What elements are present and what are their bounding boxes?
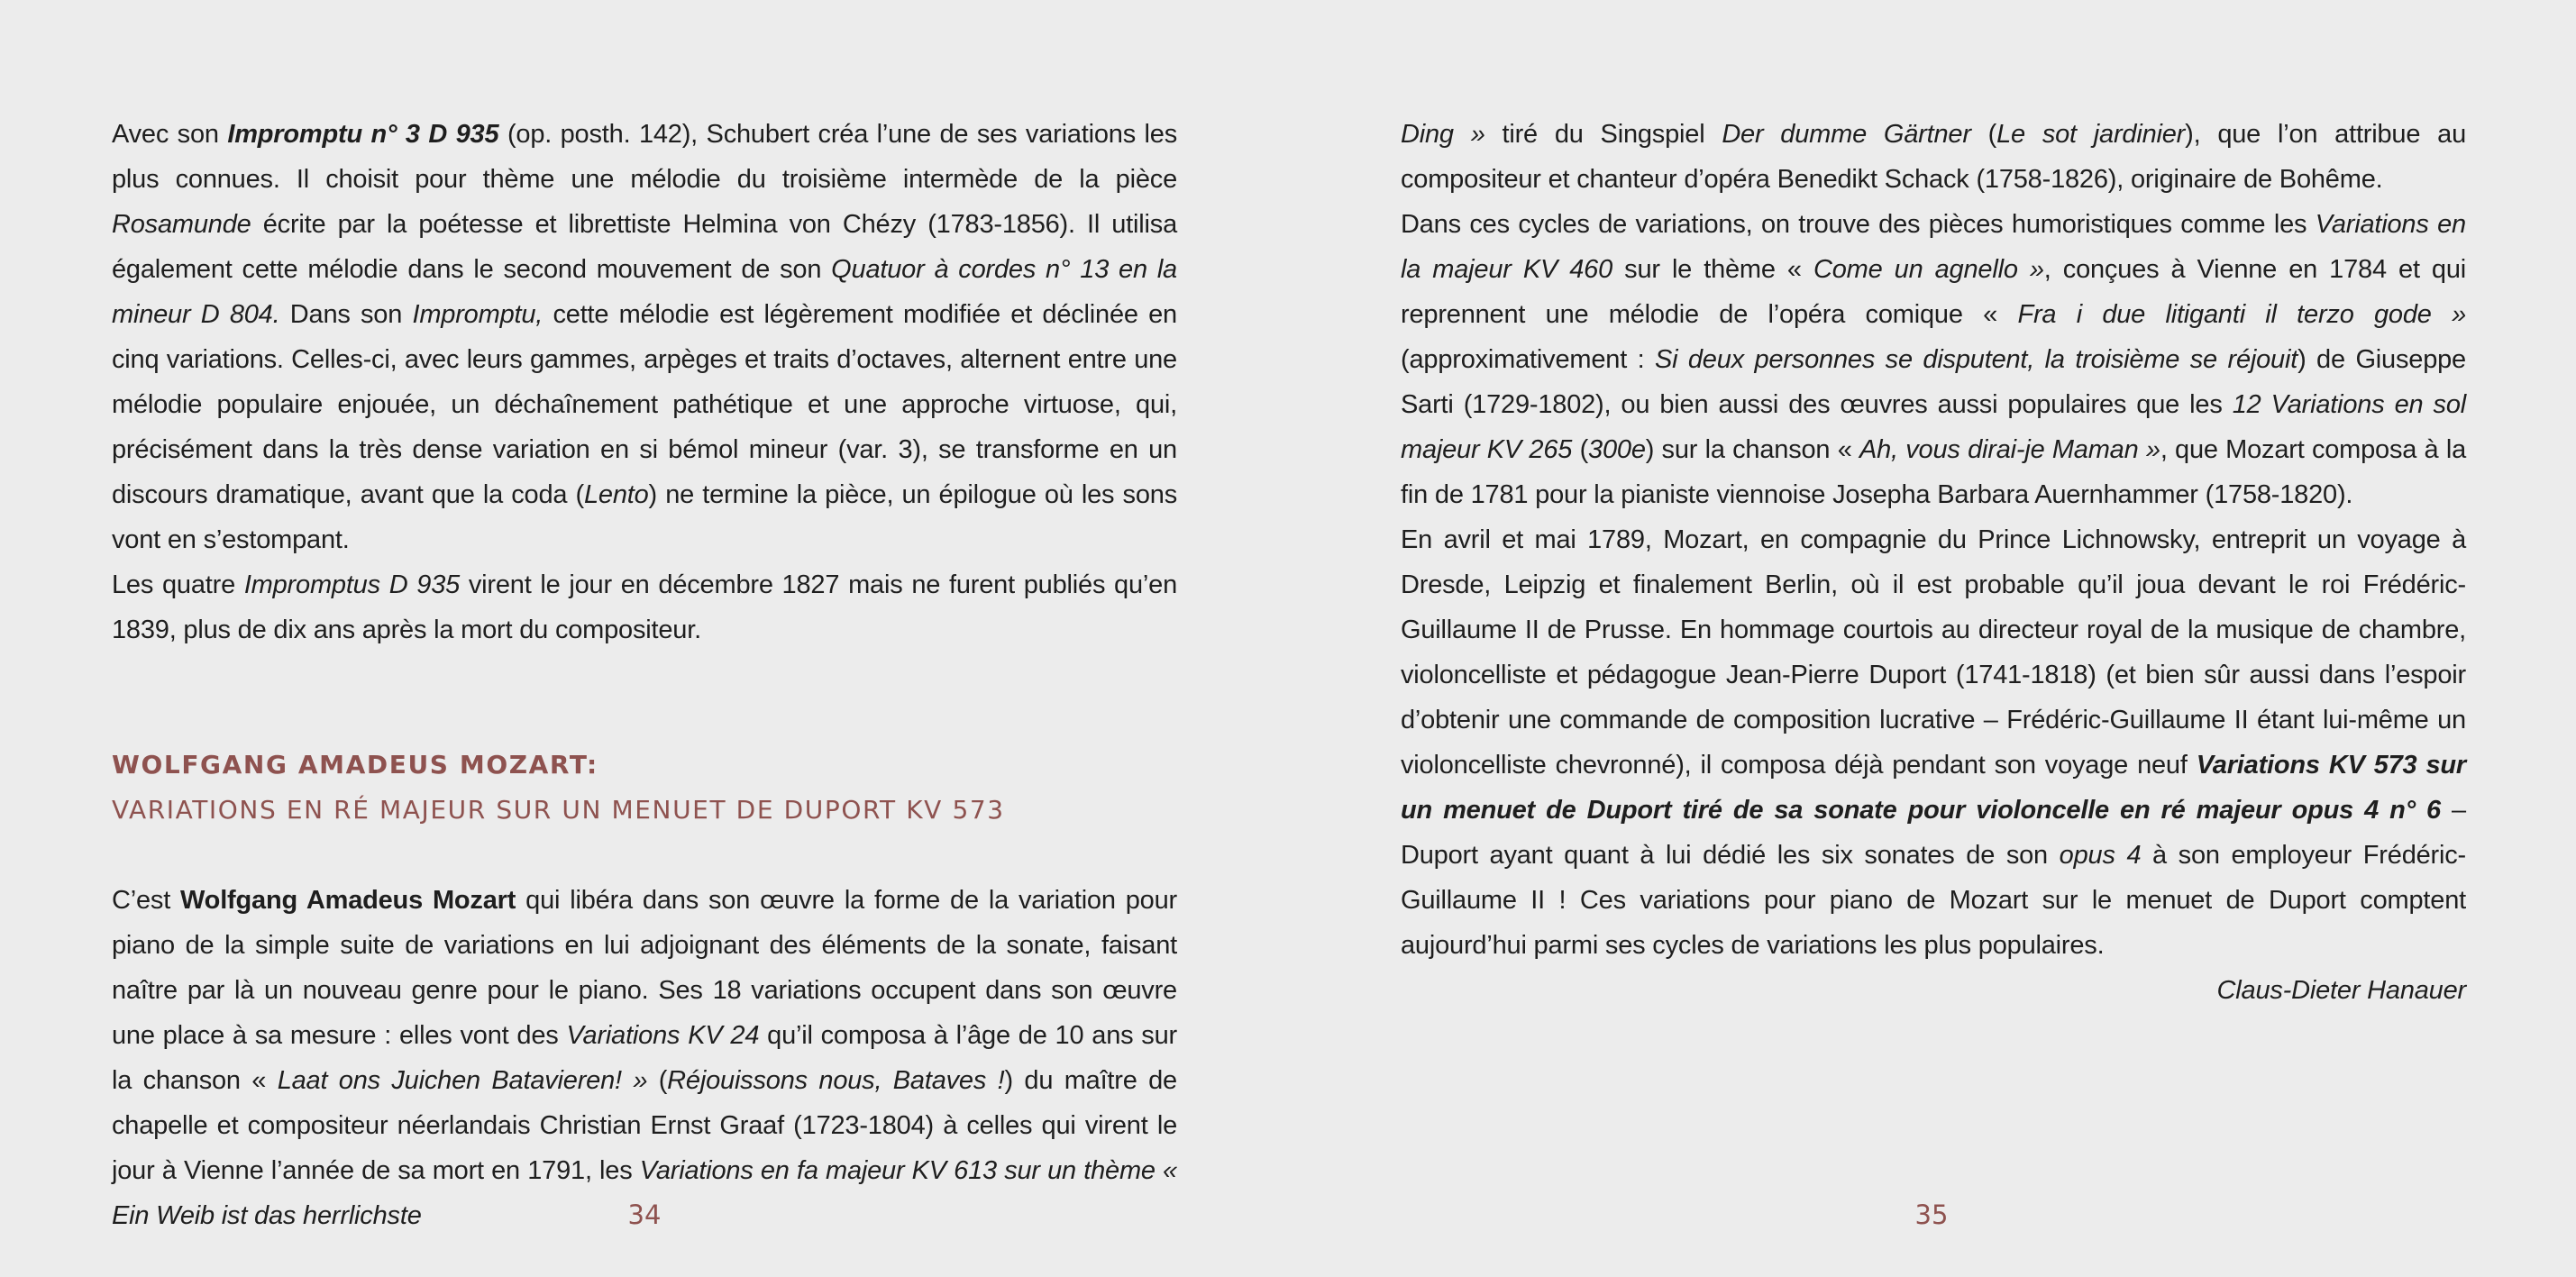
- right-page: [1288, 0, 2576, 1277]
- author-signature: Claus-Dieter Hanauer: [2216, 976, 2466, 1005]
- right-text-column: [1401, 112, 2466, 1013]
- section-heading-mozart: [112, 743, 1177, 833]
- paragraph-duport-variations: En avril et mai 1789, Mozart, en compagnie du Prince Lichnowsky, entreprit un voyage à Dresde, Leipzig et finalement Berlin, où il est probable qu’il joua devant le roi Frédéric-Guillaume II de Prusse. En hommage courtois au directeur royal de la musique de chambre, violoncelliste et pédagogue Jean-Pierre Duport (1741-1818) (et bien sûr aussi dans l’espoir d’obtenir une commande de composition lucrative – Frédéric-Guillaume II étant lui-même un violoncelliste chevronné), il composa déjà pendant son voyage neuf Variations KV 573 sur un menuet de Duport tiré de sa sonate pour violoncelle en ré majeur opus 4 n° 6 – Duport ayant quant à lui dédié les six sonates de son opus 4 à son employeur Frédéric-Guillaume II ! Ces variations pour piano de Mozart sur le menuet de Duport comptent aujourd’hui parmi ses cycles de variations les plus populaires.: [1401, 525, 2467, 960]
- page-number-left: 34: [627, 1199, 662, 1230]
- heading-composer: WOLFGANG AMADEUS MOZART:: [112, 750, 598, 780]
- page-number-right: 35: [1914, 1199, 1949, 1230]
- heading-work-title: VARIATIONS EN RÉ MAJEUR SUR UN MENUET DE DUPORT KV 573: [112, 795, 1005, 825]
- paragraph-mozart-continued: Ding » tiré du Singspiel Der dumme Gärtner (Le sot jardinier), que l’on attribue au compositeur et chanteur d’opéra Benedikt Schack (1758-1826), originaire de Bohême.: [1401, 120, 2467, 194]
- paragraph-impromptus-publication: Les quatre Impromptus D 935 virent le jour en décembre 1827 mais ne furent publiés qu’en 1839, plus de dix ans après la mort du compositeur.: [112, 570, 1178, 644]
- left-text-column: [112, 112, 1177, 1238]
- paragraph-mozart-intro: C’est Wolfgang Amadeus Mozart qui libéra dans son œuvre la forme de la variation pour piano de la simple suite de variations en lui adjoignant des éléments de la sonate, faisant naître par là un nouveau genre pour le piano. Ses 18 variations occupent dans son œuvre une place à sa mesure : elles vont des Variations KV 24 qu’il composa à l’âge de 10 ans sur la chanson « Laat ons Juichen Batavieren! » (Réjouissons nous, Bataves !) du maître de chapelle et compositeur néerlandais Christian Ernst Graaf (1723-1804) à celles qui virent le jour à Vienne l’année de sa mort en 1791, les Variations en fa majeur KV 613 sur un thème « Ein Weib ist das herrlichste: [112, 886, 1177, 1230]
- paragraph-schubert-impromptu: Avec son Impromptu n° 3 D 935 (op. posth. 142), Schubert créa l’une de ses variations les plus connues. Il choisit pour thème une mélodie du troisième intermède de la pièce Rosamunde écrite par la poétesse et librettiste Helmina von Chézy (1783-1856). Il utilisa également cette mélodie dans le second mouvement de son Quatuor à cordes n° 13 en la mineur D 804. Dans son Impromptu, cette mélodie est légèrement modifiée et déclinée en cinq variations. Celles-ci, avec leurs gammes, arpèges et traits d’octaves, alternent entre une mélodie populaire enjouée, un déchaînement pathétique et une approche virtuose, qui, précisément dans la très dense variation en si bémol mineur (var. 3), se transforme en un discours dramatique, avant que la coda (Lento) ne termine la pièce, un épilogue où les sons vont en s’estompant.: [112, 120, 1177, 554]
- paragraph-variation-cycles: Dans ces cycles de variations, on trouve des pièces humoristiques comme les Variations en la majeur KV 460 sur le thème « Come un agnello », conçues à Vienne en 1784 et qui reprennent une mélodie de l’opéra comique « Fra i due litiganti il terzo gode » (approximativement : Si deux personnes se disputent, la troisième se réjouit) de Giuseppe Sarti (1729-1802), ou bien aussi des œuvres aussi populaires que les 12 Variations en sol majeur KV 265 (300e) sur la chanson « Ah, vous dirai-je Maman », que Mozart composa à la fin de 1781 pour la pianiste viennoise Josepha Barbara Auernhammer (1758-1820).: [1401, 210, 2467, 509]
